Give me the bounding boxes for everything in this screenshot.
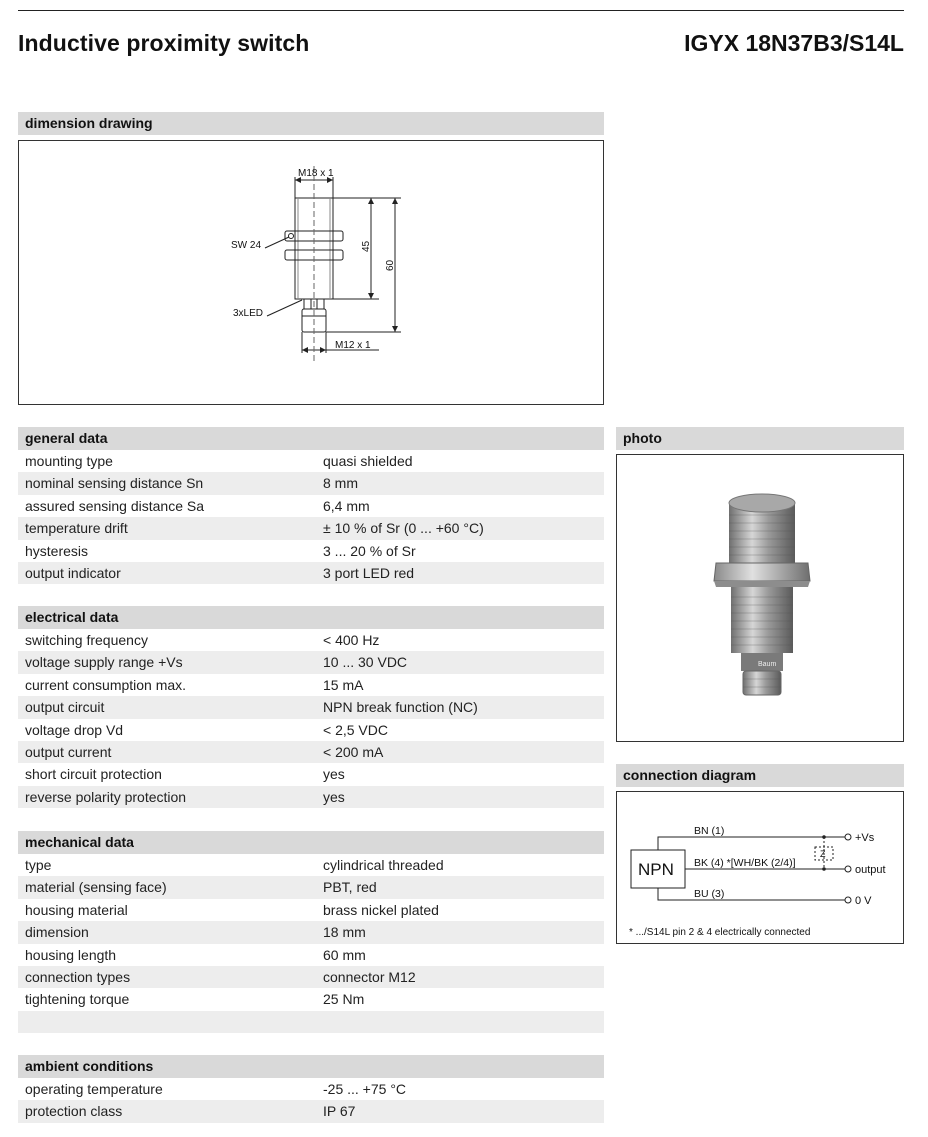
npn-label: NPN xyxy=(638,860,674,879)
spec-value: 25 Nm xyxy=(323,991,365,1008)
spec-label: mounting type xyxy=(25,453,113,469)
spec-value: connector M12 xyxy=(323,968,416,985)
spec-label: assured sensing distance Sa xyxy=(25,497,204,514)
spec-value: IP 67 xyxy=(323,1103,356,1120)
dimension-drawing-box xyxy=(18,140,604,405)
vs-terminal-label: +Vs xyxy=(855,832,875,844)
mechanical-data-heading: mechanical data xyxy=(18,831,604,854)
spec-label: voltage supply range +Vs xyxy=(25,654,183,671)
spec-label: housing length xyxy=(25,946,117,963)
spec-label: output current xyxy=(25,743,112,760)
spec-value: cylindrical threaded xyxy=(323,857,444,873)
spec-label: switching frequency xyxy=(25,632,148,648)
thread-top-label: M18 x 1 xyxy=(298,168,334,179)
photo-heading: photo xyxy=(616,427,904,450)
spec-value: < 2,5 VDC xyxy=(323,721,388,738)
general-data-heading: general data xyxy=(18,427,604,450)
spec-label: voltage drop Vd xyxy=(25,721,124,738)
spec-value: < 200 mA xyxy=(323,743,384,760)
spec-row xyxy=(18,1011,604,1033)
spec-label: reverse polarity protection xyxy=(25,788,187,805)
spec-value: 6,4 mm xyxy=(323,497,370,514)
electrical-data-heading: electrical data xyxy=(18,606,604,629)
spec-label: type xyxy=(25,857,52,873)
mechanical-data-table xyxy=(18,854,604,1033)
connection-diagram-heading: connection diagram xyxy=(616,764,904,787)
spec-row xyxy=(18,450,604,472)
output-terminal-label: output xyxy=(855,864,886,876)
spec-value: 3 port LED red xyxy=(323,564,415,581)
ambient-conditions-heading: ambient conditions xyxy=(18,1055,604,1078)
thread-bottom-label: M12 x 1 xyxy=(335,340,371,351)
spec-label: current consumption max. xyxy=(25,676,187,693)
spec-value: brass nickel plated xyxy=(323,901,439,918)
spec-label: nominal sensing distance Sn xyxy=(25,475,204,492)
product-photo xyxy=(617,455,903,741)
dimension-drawing-svg xyxy=(19,141,603,404)
spec-value: quasi shielded xyxy=(323,453,413,469)
spec-label: output circuit xyxy=(25,699,105,716)
spec-row xyxy=(18,854,604,876)
spec-value: 3 ... 20 % of Sr xyxy=(323,542,416,559)
spec-row xyxy=(18,540,604,562)
spec-label: dimension xyxy=(25,924,89,941)
wrench-size-label: SW 24 xyxy=(231,240,262,251)
spec-row xyxy=(18,786,604,808)
spec-value: 18 mm xyxy=(323,924,366,941)
spec-row xyxy=(18,1078,604,1100)
zero-volt-terminal-label: 0 V xyxy=(855,895,872,907)
photo-box xyxy=(616,454,904,742)
spec-row xyxy=(18,719,604,741)
spec-label: operating temperature xyxy=(25,1081,163,1097)
spec-row xyxy=(18,944,604,966)
spec-label: output indicator xyxy=(25,564,121,581)
spec-value: ± 10 % of Sr (0 ... +60 °C) xyxy=(323,520,484,537)
spec-label: connection types xyxy=(25,968,131,985)
spec-value: 15 mA xyxy=(323,676,364,693)
spec-row xyxy=(18,899,604,921)
spec-row xyxy=(18,921,604,943)
electrical-data-table xyxy=(18,629,604,808)
dimension-drawing-heading: dimension drawing xyxy=(18,112,604,135)
svg-text:Baum: Baum xyxy=(758,661,777,668)
spec-row xyxy=(18,741,604,763)
connection-footnote: * .../S14L pin 2 & 4 electrically connected xyxy=(629,927,811,938)
spec-value: yes xyxy=(323,766,345,783)
spec-row xyxy=(18,472,604,494)
spec-value: NPN break function (NC) xyxy=(323,699,478,716)
spec-label: short circuit protection xyxy=(25,766,162,783)
spec-label: hysteresis xyxy=(25,542,89,559)
spec-value: PBT, red xyxy=(323,879,377,896)
spec-row xyxy=(18,763,604,785)
page-title: Inductive proximity switch xyxy=(18,30,310,56)
spec-label: housing material xyxy=(25,901,128,918)
spec-row xyxy=(18,966,604,988)
spec-label: protection class xyxy=(25,1103,123,1120)
dim-60-label: 60 xyxy=(385,259,396,271)
spec-row xyxy=(18,696,604,718)
connection-diagram-svg xyxy=(617,792,903,943)
spec-row xyxy=(18,651,604,673)
spec-label: tightening torque xyxy=(25,991,130,1008)
spec-value: -25 ... +75 °C xyxy=(323,1081,407,1097)
connection-diagram-box xyxy=(616,791,904,944)
spec-row xyxy=(18,1100,604,1122)
led-label: 3xLED xyxy=(233,308,264,319)
spec-row xyxy=(18,495,604,517)
spec-row xyxy=(18,988,604,1010)
spec-label: material (sensing face) xyxy=(25,879,167,896)
model-number: IGYX 18N37B3/S14L xyxy=(684,30,904,56)
general-data-table xyxy=(18,450,604,584)
spec-row xyxy=(18,674,604,696)
bk-label: BK (4) *[WH/BK (2/4)] xyxy=(694,857,796,869)
spec-row xyxy=(18,629,604,651)
bu-label: BU (3) xyxy=(694,888,725,900)
spec-value: yes xyxy=(323,788,345,805)
spec-value: 8 mm xyxy=(323,475,358,492)
spec-label: temperature drift xyxy=(25,520,128,537)
spec-value: < 400 Hz xyxy=(323,632,380,648)
spec-row xyxy=(18,562,604,584)
spec-row xyxy=(18,517,604,539)
spec-value: 60 mm xyxy=(323,946,366,963)
bn-label: BN (1) xyxy=(694,825,725,837)
z-label: Z xyxy=(820,849,826,859)
spec-row xyxy=(18,876,604,898)
spec-value: 10 ... 30 VDC xyxy=(323,654,408,671)
ambient-conditions-table xyxy=(18,1078,604,1123)
top-rule xyxy=(18,10,904,11)
dim-45-label: 45 xyxy=(361,240,372,252)
